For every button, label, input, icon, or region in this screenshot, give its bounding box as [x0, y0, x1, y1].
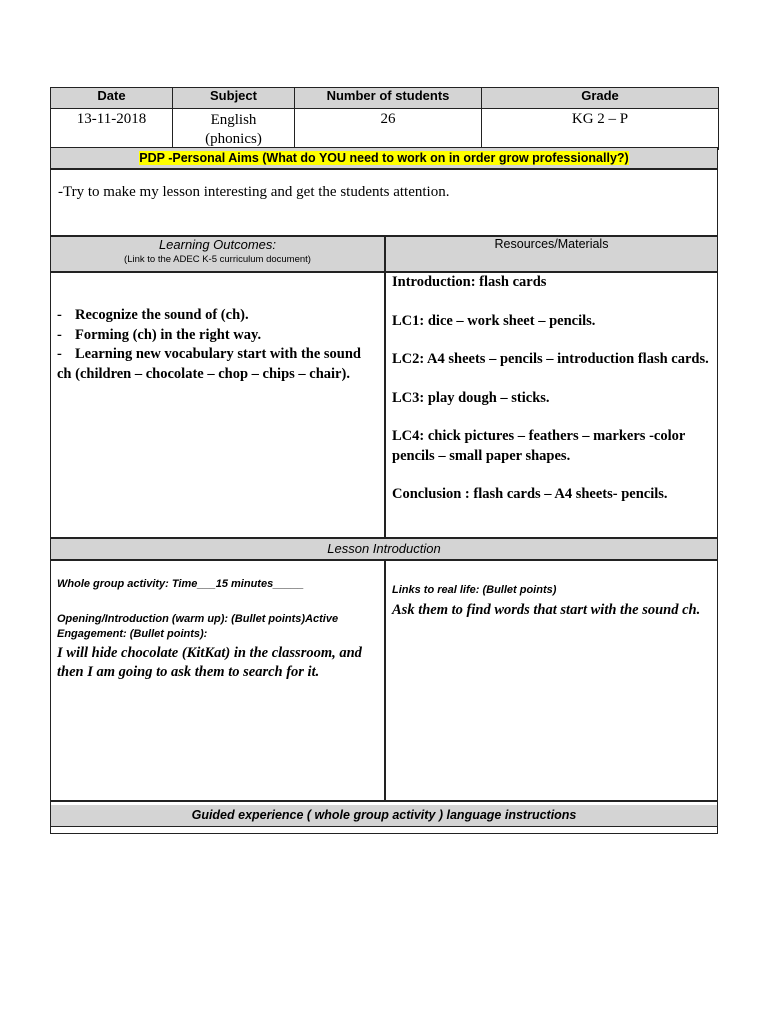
lesson-intro-right-box	[385, 560, 718, 801]
resource-item: LC4: chick pictures – feathers – markers -color pencils – small paper shapes.	[392, 428, 686, 464]
header-number-of-students: Number of students	[295, 88, 482, 109]
value-date: 13-11-2018	[51, 109, 173, 150]
pdp-text: -Try to make my lesson interesting and get the students attention.	[58, 184, 450, 200]
resources-header	[385, 236, 718, 272]
resource-item: LC2: A4 sheets – pencils – introduction flash cards.	[392, 351, 709, 367]
outcome-item: - Learning new vocabulary start with the sound ch (children – chocolate – chop – chips – chair).	[57, 346, 361, 382]
outcome-item: - Recognize the sound of (ch).	[57, 307, 249, 323]
learning-outcomes-box	[50, 272, 385, 538]
guided-experience-header	[51, 805, 717, 827]
resource-item: LC1: dice – work sheet – pencils.	[392, 312, 596, 329]
learning-outcomes-subtitle: (Link to the ADEC K-5 curriculum document)	[124, 254, 311, 265]
pdp-header	[50, 147, 718, 169]
header-date: Date	[51, 88, 173, 109]
lesson-introduction-header	[50, 538, 718, 560]
resources-title: Resources/Materials	[494, 237, 609, 251]
learning-outcomes-list	[57, 306, 373, 384]
links-to-real-life: Links to real life: (Bullet points)	[392, 584, 557, 596]
header-subject: Subject	[173, 88, 295, 109]
header-grade: Grade	[482, 88, 719, 109]
links-text: Ask them to find words that start with the sound ch.	[392, 602, 701, 618]
resources-box	[385, 272, 718, 538]
header-table	[50, 87, 719, 150]
opening-introduction: Opening/Introduction (warm up): (Bullet points)Active Engagement: (Bullet points):	[57, 613, 339, 640]
guided-experience-title: Guided experience ( whole group activity ) language instructions	[191, 808, 577, 822]
lesson-introduction-title: Lesson Introduction	[327, 541, 441, 556]
resources-list	[392, 273, 710, 505]
whole-group-activity: Whole group activity: Time___15 minutes_____	[57, 578, 304, 590]
lesson-intro-left-box	[50, 560, 385, 801]
outcome-item: - Forming (ch) in the right way.	[57, 326, 262, 343]
guided-experience-box	[50, 801, 718, 834]
learning-outcomes-title: Learning Outcomes:	[158, 237, 277, 252]
learning-outcomes-header	[50, 236, 385, 272]
pdp-box	[50, 169, 718, 236]
value-grade: KG 2 – P	[482, 109, 719, 150]
value-number-of-students: 26	[295, 109, 482, 150]
value-subject: English (phonics)	[173, 109, 295, 150]
resource-item: Introduction: flash cards	[392, 274, 547, 290]
resource-item: Conclusion : flash cards – A4 sheets- pencils.	[392, 486, 668, 502]
opening-text: I will hide chocolate (KitKat) in the classroom, and then I am going to ask them to search for it.	[57, 645, 362, 680]
resource-item: LC3: play dough – sticks.	[392, 389, 550, 406]
pdp-title: PDP -Personal Aims (What do YOU need to work on in order grow professionally?)	[139, 151, 629, 165]
